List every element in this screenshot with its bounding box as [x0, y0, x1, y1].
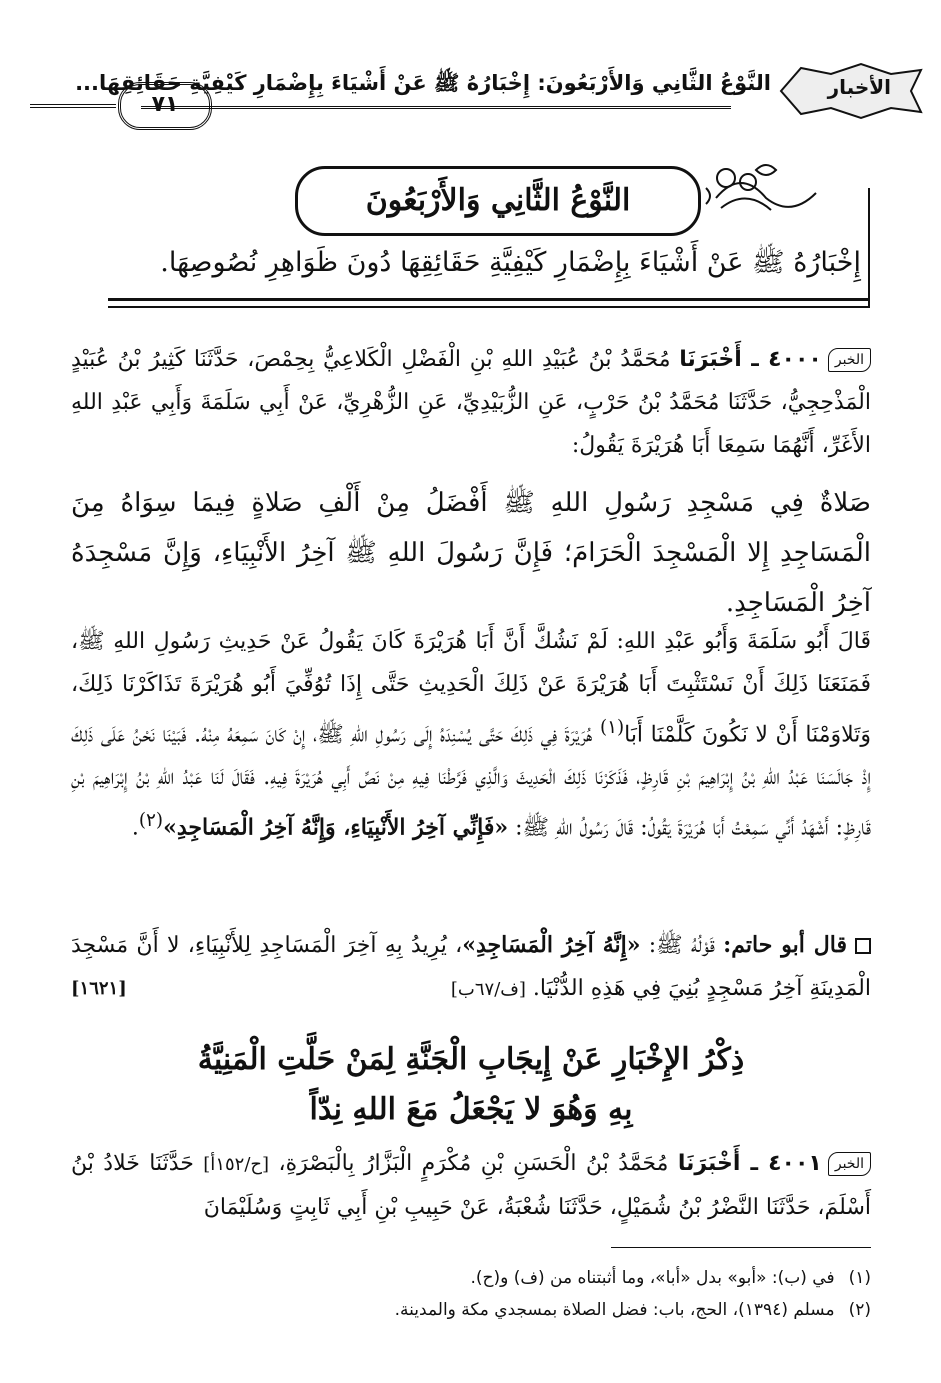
- commentary-end: .: [131, 815, 139, 841]
- section-heading-line2: بِهِ وَهُوَ لا يَجْعَلُ مَعَ اللهِ نِدّاً: [309, 1092, 633, 1127]
- header-divider-left: [30, 104, 116, 108]
- chapter-title: النَّوْعُ الثَّانِي وَالأَرْبَعُونَ: [295, 166, 701, 236]
- header-badge: [771, 60, 931, 122]
- hadith-4000-isnad: [71, 338, 871, 467]
- commentary-part-b: هُرَيْرَةَ فِي ذَلِكَ حَتَّى يُسْنِدَهُ إِلَى رَسُولِ اللهِ ﷺ، إِنْ كَانَ سَمِعَهُ مِنْهُ. فَبَيْنَا نَحْنُ عَلَى ذَلِكَ إِذْ جَالَسَنَا عَبْدُ اللهِ بْنُ إِبْرَاهِيمَ بْنِ قَارِظٍ، فَذَكَرْنَا ذَلِكَ الْحَدِيثَ وَالَّذِي فَرَّطْنَا فِيهِ مِنْ نَصِّ أَبِي هُرَيْرَةَ فِيهِ. فَقَالَ لَنَا عَبْدُ اللهِ بْنُ إِبْرَاهِيمَ بْنِ قَارِظٍ: أَشْهَدُ أَنِّي سَمِعْتُ أَبَا هُرَيْرَةَ يَقُولُ: قَالَ رَسُولُ اللهِ ﷺ:: [71, 722, 871, 841]
- isnad-text-b: حَدَّثَنَا خَلادُ بْنُ أَسْلَمَ، حَدَّثَنَا النَّضْرُ بْنُ شُمَيْلٍ، حَدَّثَنَا شُعْبَةُ، عَنْ حَبِيبِ بْنِ أَبِي ثَابِتٍ وَسُلَيْمَانَ: [71, 1151, 871, 1220]
- hadith-number: ٤٠٠٠ ـ أَخْبَرَنَا: [679, 347, 822, 372]
- abu-hatim-note: [71, 924, 871, 1011]
- isnad-text-a: مُحَمَّدُ بْنُ الْحَسَنِ بْنِ مُكْرَمٍ الْبَزَّارُ بِالْبَصْرَةِ،: [269, 1151, 669, 1176]
- hadith-4001-isnad: [71, 1142, 871, 1229]
- akhbar-marker-icon: الخبر: [828, 348, 871, 372]
- footnote-number: (١): [848, 1268, 871, 1288]
- square-bullet-icon: [855, 938, 871, 954]
- section-heading-line1: ذِكْرُ الإِخْبَارِ عَنْ إِيجَابِ الْجَنَّةِ لِمَنْ حَلَّتِ الْمَنِيَّةُ: [197, 1042, 745, 1077]
- hadith-4000-commentary: [71, 620, 871, 850]
- manuscript-ref: [ف/٦٧ب]: [450, 979, 526, 1000]
- footnote-2: [71, 1294, 871, 1326]
- header-divider: [141, 106, 731, 109]
- hadith-number: ٤٠٠١ ـ أَخْبَرَنَا: [677, 1151, 822, 1176]
- page-number: ٧١: [118, 82, 212, 130]
- commentary-part-a: قَالَ أَبُو سَلَمَةَ وَأَبُو عَبْدِ اللهِ: لَمْ نَشُكَّ أَنَّ أَبَا هُرَيْرَةَ كَانَ يَقُولُ عَنْ حَدِيثِ رَسُولِ اللهِ ﷺ، فَمَنَعَنَا ذَلِكَ أَنْ نَسْتَثْبِتَ أَبَا هُرَيْرَةَ عَنْ ذَلِكَ الْحَدِيثِ حَتَّى إِذَا تُوُفِّيَ أَبُو هُرَيْرَةَ تَذَاكَرْنَا ذَلِكَ، وَتَلاوَمْنَا أَنْ لا نَكُونَ كَلَّمْنَا أَبَا: [71, 629, 872, 748]
- abu-hatim-text-b: ، يُرِيدُ بِهِ آخِرَ الْمَسَاجِدِ لِلأَنْبِيَاءِ، لا أَنَّ مَسْجِدَ الْمَدِينَةِ آخِرُ مَسْجِدٍ بُنِيَ فِي هَذِهِ الدُّنْيَا.: [71, 933, 871, 1001]
- abu-hatim-quote: «إِنَّهُ آخِرُ الْمَسَاجِدِ»: [462, 932, 641, 958]
- footnote-1: [71, 1262, 871, 1294]
- section-heading: [71, 1035, 871, 1135]
- commentary-quote: «فَإِنِّي آخِرُ الأَنْبِيَاءِ، وَإِنَّهُ آخِرُ الْمَسَاجِدِ»: [163, 814, 509, 841]
- hadith-4000-matn: صَلاةٌ فِي مَسْجِدِ رَسُولِ اللهِ ﷺ أَفْضَلُ مِنْ أَلْفِ صَلاةٍ فِيمَا سِوَاهُ مِنَ الْمَسَاجِدِ إِلا الْمَسْجِدَ الْحَرَامَ؛ فَإِنَّ رَسُولَ اللهِ ﷺ آخِرُ الأَنْبِيَاءِ، وَإِنَّ مَسْجِدَهُ آخِرُ الْمَسَاجِدِ.: [71, 488, 871, 618]
- isnad-text: مُحَمَّدُ بْنُ عُبَيْدِ اللهِ بْنِ الْفَضْلِ الْكَلاعِيُّ بِحِمْصَ، حَدَّثَنَا كَثِيرُ بْنُ عُبَيْدٍ الْمَذْحِجِيُّ، حَدَّثَنَا مُحَمَّدُ بْنُ حَرْبٍ، عَنِ الزُّبَيْدِيِّ، عَنِ الزُّهْرِيِّ، عَنْ أَبِي سَلَمَةَ وَأَبِي عَبْدِ اللهِ الأَغَرِّ، أَنَّهُمَا سَمِعَا أَبَا هُرَيْرَةَ يَقُولُ:: [71, 347, 871, 458]
- header-badge-label: الأخبار: [827, 75, 891, 99]
- chapter-subtitle: إِخْبَارُهُ ﷺ عَنْ أَشْيَاءَ بِإِضْمَارِ كَيْفِيَّةِ حَقَائِقِهَا دُونَ ظَوَاهِرِ نُصُوصِهَا.: [160, 247, 861, 278]
- footnote-text: مسلم (١٣٩٤)، الحج، باب: فضل الصلاة بمسجدي مكة والمدينة.: [394, 1300, 835, 1320]
- akhbar-marker-icon: الخبر: [828, 1152, 871, 1176]
- abu-hatim-text-a: قَوْلُهُ ﷺ:: [640, 933, 724, 958]
- footnote-number: (٢): [848, 1300, 871, 1320]
- running-title: النَّوْعُ الثَّانِي وَالأَرْبَعُونَ: إِخْبَارُهُ ﷺ عَنْ أَشْيَاءَ بِإِضْمَارِ كَيْفِيَّةِ حَقَائِقِهَا...: [75, 71, 771, 95]
- footnote-text: في (ب): «أبو» بدل «أبا»، وما أثبتناه من (ف) و(ح).: [470, 1268, 835, 1288]
- abu-hatim-label: قال أبو حاتم:: [723, 932, 847, 958]
- chapter-underline: [108, 298, 870, 301]
- footnote-mark-2: (٢): [138, 810, 164, 832]
- footnote-separator: [611, 1247, 871, 1248]
- footnote-mark-1: (١): [599, 717, 625, 738]
- hadith-ref: [١٦٢١]: [71, 978, 127, 999]
- manuscript-ref: [ح/١٥٢أ]: [203, 1154, 270, 1175]
- floral-ornament-icon: [696, 158, 831, 228]
